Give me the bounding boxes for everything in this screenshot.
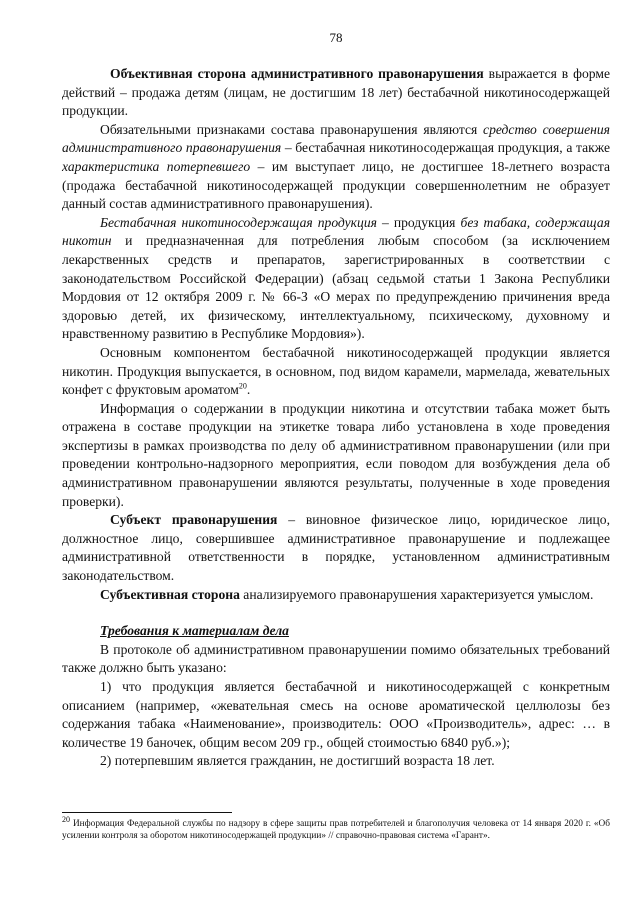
paragraph-subject: Субъект правонарушения – виновное физическое лицо, юридическое лицо, должностное лицо, совершившее административное правонарушение и подлежащее административной ответственности в порядке, установленном административным законодательством. [62, 512, 610, 584]
page-number: 78 [329, 30, 343, 45]
footnote [62, 814, 610, 843]
footnote-number: 20 [62, 814, 70, 824]
paragraph-objective-side: Объективная сторона административного правонарушения выражается в форме действий – продажа детям (лицам, не достигшим 18 лет) бестабачной никотиносодержащей продукции. [62, 66, 610, 119]
term-victim-characteristic: характеристика потерпевшего [62, 158, 251, 174]
footnote-reference[interactable]: 20 [238, 381, 247, 391]
term-subjective-side: Субъективная сторона [100, 586, 240, 602]
footnote-divider [62, 812, 232, 813]
section-heading: Требования к материалам дела [100, 623, 289, 639]
paragraph-mandatory-features: Обязательными признаками состава правонарушения являются средство совершения административного правонарушения – бестабачная никотиносодержащая продукция, а также характеристика потерпевшего – им выступает лицо, не достигшее 18-летнего возраста (продажа бестабачной никотиносодержащей продукции совершеннолетним не образует данный состав административного правонарушения). [62, 121, 610, 212]
document-page [62, 30, 610, 771]
paragraph-information: Информация о содержании в продукции никотина и отсутствии табака может быть отражена в составе продукции на этикетке товара либо установлена в ходе проведения экспертизы в рамках производства по делу об административном правонарушении (или при проведении контрольно-надзорного мероприятия, если поводом для возбуждения дела об административном правонарушении являются результаты, полученные в ходе проведения проверки). [62, 400, 610, 509]
section-gap [62, 604, 610, 622]
list-item-2: 2) потерпевшим является гражданин, не достигший возраста 18 лет. [100, 753, 495, 769]
paragraph-subjective-side: Субъективная сторона анализируемого правонарушения характеризуется умыслом. [100, 586, 594, 602]
paragraph-main-component: Основным компонентом бестабачной никотиносодержащей продукции является никотин. Продукция выпускается, в основном, под видом карамели, мармелада, жевательных конфет с фруктовым ароматом$^{20}$. [62, 344, 610, 398]
term-subject: Субъект правонарушения [110, 512, 278, 528]
paragraph-definition: Бестабачная никотиносодержащая продукция – продукция без табака, содержащая никотин и предназначенная для потребления любым способом (за исключением лекарственных средств и препаратов, зарегистрированных в соответствии с законодательством Российской Федерации) (абзац седьмой статьи 1 Закона Республики Мордовия от 12 октября 2009 г. № 66-З «О мерах по предупреждению причинения вреда здоровью детей, их физическому, интеллектуальному, психическому, духовному и нравственному развитию в Республике Мордовия»). [62, 214, 611, 342]
term-without-tobacco: без табака, содержащая никотин [62, 214, 611, 249]
list-item-1: 1) что продукция является бестабачной и никотиносодержащей с конкретным описанием (например, «жевательная смесь на основе ароматической целлюлозы без содержания табака «Наименование», производитель: ООО «Производитель», адрес: … в количестве 19 баночек, общим весом 209 гр., общей стоимостью 6840 руб.»); [62, 679, 610, 750]
footnote-text: Информация Федеральной службы по надзору в сфере защиты прав потребителей и благополучия человека от 14 января 2020 г. «Об усилении контроля за оборотом никотиносодержащей продукции» // справочно-правовая система «Гарант». [62, 819, 610, 842]
document-body [62, 65, 610, 771]
section-intro: В протоколе об административном правонарушении помимо обязательных требований также должно быть указано: [62, 641, 610, 676]
term-nicotine-product: Бестабачная никотиносодержащая продукция [100, 214, 377, 230]
term-objective-side: Объективная сторона административного правонарушения [110, 66, 484, 81]
term-means-of-commission: средство совершения административного правонарушения [62, 121, 610, 156]
